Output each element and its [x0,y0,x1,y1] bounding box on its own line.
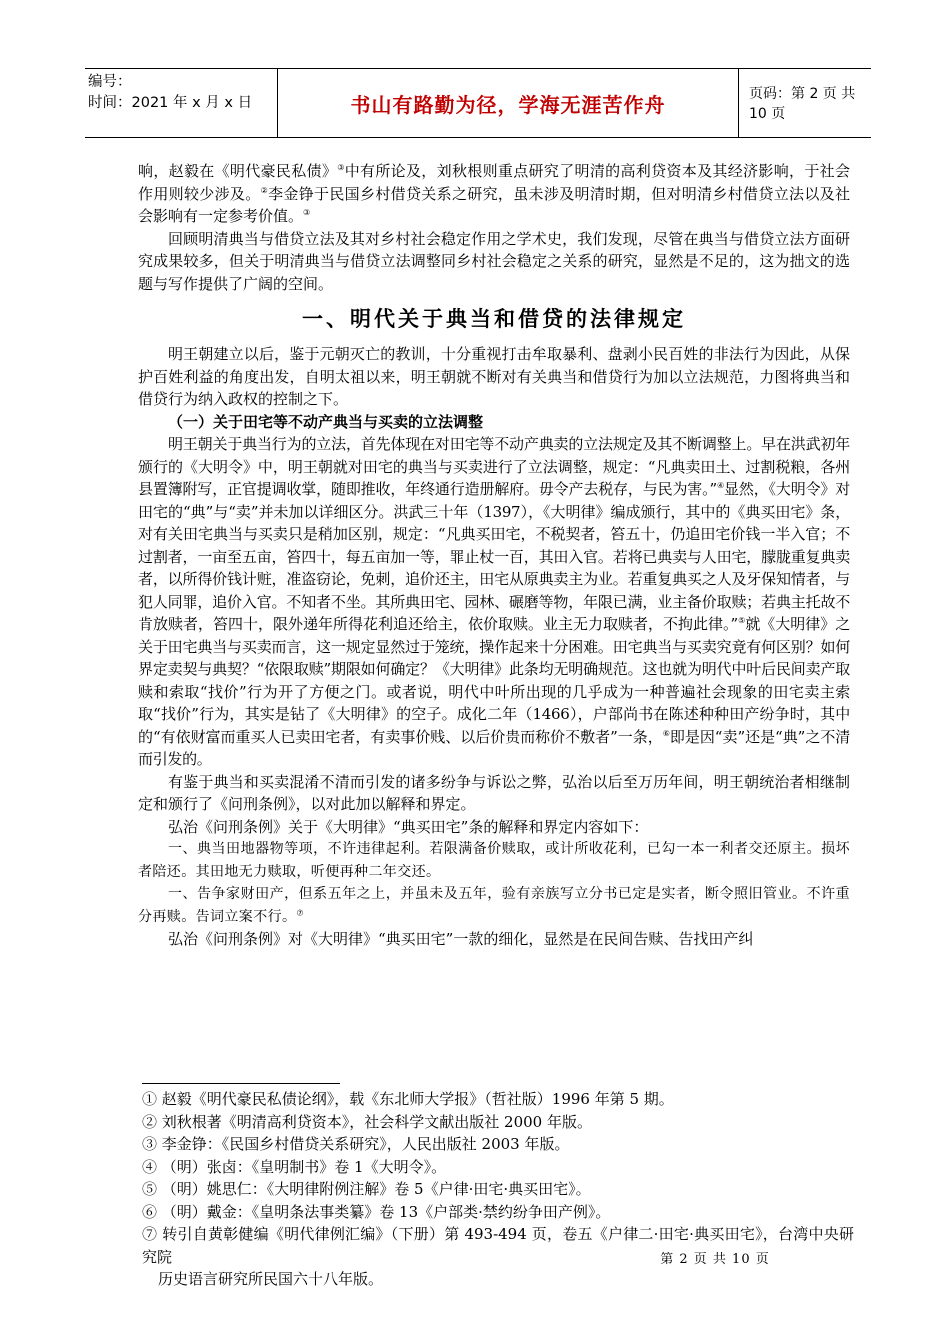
footnote-ref: ④ [716,481,725,490]
text-run: 就《大明律》之关于田宅典当与买卖而言，这一规定显然过于笼统，操作起来十分困难。田宅典当与买卖究竟有何区别？如何界定卖契与典契？“依限取赎”期限如何确定？《大明律》此条均无明确规范。这也就为明代中叶后民间卖产取赎和索取“找价”行为开了方便之门。或者说，明代中叶所出现的几乎成为一种普遍社会现象的田宅卖主索取“找价”行为，其实是钻了《大明律》的空子。成化二年（1466），户部尚书在陈述种种田产纷争时，其中的“有依财富而重买人已卖田宅者，有卖事价贱、以后价贵而称价不敷者”一条， [138,615,851,746]
page-header [85,68,871,138]
footnote-ref: ③ [303,208,311,217]
quoted-clause [138,883,850,928]
page-footer [0,1248,950,1267]
paragraph: 弘治《问刑条例》对《大明律》“典买田宅”一款的细化，显然是在民间告赎、告找田产纠 [168,930,754,948]
paragraph [138,433,850,771]
paragraph: 回顾明清典当与借贷立法及其对乡村社会稳定作用之学术史，我们发现，尽管在典当与借贷立法方面研究成果较多，但关于明清典当与借贷立法调整同乡村社会稳定之关系的研究，显然是不足的，这为拙文的选题与写作提供了广阔的空间。 [138,229,850,293]
footnote-divider [142,1083,340,1084]
text-run: 中有所论及，刘秋根则重点研究了明清的高利贷资本及其经济影响，于社会作用则较少涉及。 [138,162,850,203]
text-run: 一、告争家财田产，但系五年之上，并虽未及五年，验有亲族写立分书已定是实者，断令照旧管业。不许重分再赎。告词立案不行。 [138,886,850,925]
text-run: 李金铮于民国乡村借贷关系之研究，虽未涉及明清时期，但对明清乡村借贷立法以及社会影响有一定参考价值。 [138,184,850,225]
footnote-ref: ⑦ [296,907,304,917]
footnote: ⑥ （明）戴金：《皇明条法事类纂》卷 13《户部类·禁约纷争田产例》。 [142,1202,611,1221]
footnote: ① 赵毅《明代豪民私债论纲》，载《东北师大学报》（哲社版）1996 年第 5 期。 [142,1090,674,1108]
section-title: 一、明代关于典当和借贷的法律规定 [302,307,686,331]
text-run: 历史语言研究所民国六十八年版。 [158,1270,384,1288]
quoted-clause: 一、典当田地器物等项，不许违律起利。若限满备价赎取，或计所收花利，已勾一本一利者交还原主。损坏者陪还。其田地无力赎取，听便再种二年交还。 [138,841,850,880]
header-code-label: 编号： [88,74,132,90]
footnote: ⑤ （明）姚思仁：《大明律附例注解》卷 5《户律·田宅·典买田宅》。 [142,1180,591,1198]
page-number: 第 2 页 共 10 页 [660,1252,770,1267]
text-run: 响，赵毅在《明代豪民私债》 [138,162,338,180]
document-body [138,160,850,951]
footnote: ⑦ 转引自黄彰健编《明代律例汇编》（下册）第 493-494 页，卷五《户律二·田宅·典买田宅》，台湾中央研究院 [142,1225,854,1266]
paragraph [138,160,850,228]
footnote: ② 刘秋根著《明清高利贷资本》，社会科学文献出版社 2000 年版。 [142,1112,592,1131]
paragraph: 有鉴于典当和买卖混淆不清而引发的诸多纷争与诉讼之弊，弘治以后至万历年间，明王朝统治者相继制定和颁行了《问刑条例》，以对此加以解释和界定。 [138,772,850,813]
text-run: 显然，《大明令》对田宅的“典”与“卖”并未加以详细区分。洪武三十年（1397），《大明律》编成颁行，其中的《典买田宅》条，对有关田宅典当与买卖只是稍加区别，规定：“凡典买田宅，不税契者，笞五十，仍追田宅价钱一半入官；不过割者，一亩至五亩，笞四十，每五亩加一等，罪止杖一百，其田入官。若将已典卖与人田宅，朦胧重复典卖者，以所得价钱计赃，准盗窃论，免刺，追价还主，田宅从原典卖主为业。若重复典买之人及牙保知情者，与犯人同罪，追价入官。不知者不坐。其所典田宅、园林、碾磨等物，年限已满，业主备价取赎；若典主托故不肯放赎者，笞四十，限外递年所得花利追还给主，依价取赎。业主无力取赎者，不拘此律。” [138,480,850,633]
footnote: ④ （明）张卤：《皇明制书》卷 1《大明令》。 [142,1157,447,1176]
footnote-ref: ⑥ [662,728,670,738]
header-page-label: 页码：第 2 页 共 10 页 [749,86,856,122]
footnote: ③ 李金铮：《民国乡村借贷关系研究》，人民出版社 2003 年版。 [142,1135,570,1153]
footnote-continuation [142,1268,854,1291]
footnote-ref: ② [260,185,269,195]
footnote-ref: ③ [337,163,345,172]
paragraph: 明王朝建立以后，鉴于元朝灭亡的教训，十分重视打击牟取暴利、盘剥小民百姓的非法行为因此，从保护百姓利益的角度出发，自明太祖以来，明王朝就不断对有关典当和借贷行为加以立法规范，力图将典当和借贷行为纳入政权的控制之下。 [138,345,850,408]
header-motto: 书山有路勤为径，学海无涯苦作舟 [277,69,739,137]
footnote-ref: ⑤ [737,616,746,625]
paragraph: 弘治《问刑条例》关于《大明律》“典买田宅”条的解释和界定内容如下： [168,817,649,836]
header-meta [85,69,277,137]
text-run: 即是因“卖”还是“典”之不清而引发的。 [138,727,850,768]
text-run: 明王朝关于典当行为的立法，首先体现在对田宅等不动产典卖的立法规定及其不断调整上。早在洪武初年颁行的《大明令》中，明王朝就对田宅的典当与买卖进行了立法调整，规定：“凡典卖田土、过割税粮，各州县置簿附写，正官提调收掌，随即推收，年终通行造册解府。毋令产去税存，与民为害。” [138,435,850,498]
header-time-label: 时间：2021 年 x 月 x 日 [88,95,253,111]
subsection-title: （一）关于田宅等不动产典当与买卖的立法调整 [168,412,484,431]
